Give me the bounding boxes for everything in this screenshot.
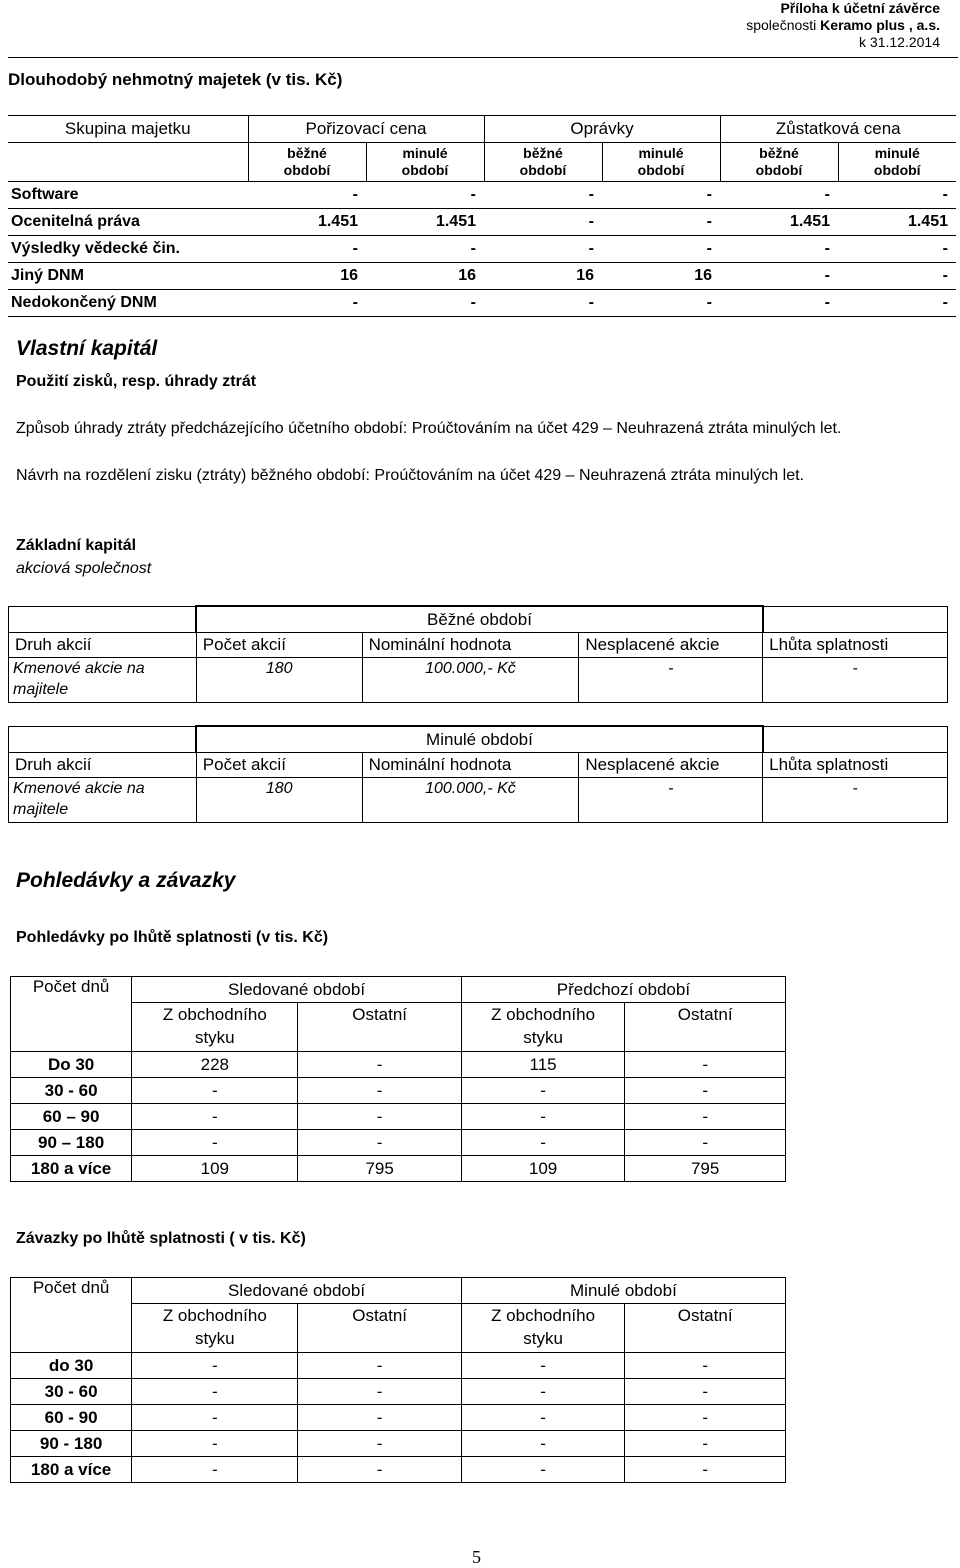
dnm-row-software: [8, 182, 956, 209]
header-company-prefix: společnosti: [746, 17, 821, 33]
dnm-sub-header-cell: minulé období: [838, 143, 956, 182]
shares-count-value: 180: [196, 778, 362, 823]
receivables-subheader: Ostatní: [298, 1003, 461, 1052]
shares-type-value: Kmenové akcie na majitele: [9, 778, 197, 823]
dnm-row-label: Ocenitelná práva: [8, 209, 248, 236]
dnm-cell: -: [602, 209, 720, 236]
receivables-cell: -: [625, 1130, 786, 1156]
receivables-days: Do 30: [11, 1052, 132, 1078]
shares-caption-spacer: [763, 726, 948, 753]
shares-caption-prior: Minulé období: [196, 726, 762, 753]
header-date: k 31.12.2014: [859, 34, 940, 50]
payables-cell: -: [461, 1353, 624, 1379]
shares-nominal-value: 100.000,- Kč: [362, 778, 579, 823]
shares-header-row: [9, 753, 948, 778]
dnm-cell: -: [602, 182, 720, 209]
header-line-2: [746, 17, 940, 34]
dnm-header-asset-group: Skupina majetku: [8, 116, 248, 143]
dnm-cell: -: [366, 236, 484, 263]
receivables-row: [11, 1130, 786, 1156]
dnm-cell: -: [602, 290, 720, 317]
shares-header-row: [9, 633, 948, 658]
payables-row: [11, 1457, 786, 1483]
payables-table: [10, 1277, 786, 1483]
dnm-cell: -: [720, 182, 838, 209]
payables-cell: -: [625, 1431, 786, 1457]
shares-unpaid-value: -: [579, 658, 763, 703]
payables-cell: -: [625, 1353, 786, 1379]
payables-cell: -: [298, 1431, 461, 1457]
shares-caption-spacer: [9, 606, 197, 633]
receivables-section-heading: Pohledávky a závazky: [16, 869, 236, 892]
shares-header-type: Druh akcií: [9, 753, 197, 778]
header-company-name: Keramo plus , a.s.: [820, 17, 940, 33]
shares-header-due: Lhůta splatnosti: [763, 633, 948, 658]
header-rule: [8, 57, 958, 58]
payables-cell: -: [461, 1405, 624, 1431]
dnm-cell: -: [720, 263, 838, 290]
dnm-row-label: Jiný DNM: [8, 263, 248, 290]
payables-cell: -: [298, 1379, 461, 1405]
dnm-cell: -: [838, 290, 956, 317]
payables-subheader: Ostatní: [625, 1304, 786, 1353]
dnm-row-label: Výsledky vědecké čin.: [8, 236, 248, 263]
shares-table-prior: [8, 725, 948, 823]
dnm-title: Dlouhodobý nehmotný majetek (v tis. Kč): [8, 70, 343, 89]
dnm-cell: 16: [366, 263, 484, 290]
payables-cell: -: [132, 1379, 298, 1405]
payables-cell: -: [298, 1457, 461, 1483]
payables-subheader: Z obchodního styku: [132, 1304, 298, 1353]
receivables-cell: -: [132, 1104, 298, 1130]
receivables-subheader: Z obchodního styku: [461, 1003, 624, 1052]
dnm-cell: 1.451: [838, 209, 956, 236]
payables-cell: -: [298, 1405, 461, 1431]
dnm-cell: 1.451: [720, 209, 838, 236]
payables-days: 30 - 60: [11, 1379, 132, 1405]
receivables-header-days: Počet dnů: [11, 977, 132, 1052]
shares-header-due: Lhůta splatnosti: [763, 753, 948, 778]
payables-cell: -: [625, 1457, 786, 1483]
receivables-subheader: Z obchodního styku: [132, 1003, 298, 1052]
dnm-sub-header-cell: běžné období: [248, 143, 366, 182]
receivables-cell: 109: [461, 1156, 624, 1182]
payables-days: do 30: [11, 1353, 132, 1379]
dnm-cell: -: [248, 236, 366, 263]
payables-header-row: [11, 1278, 786, 1304]
receivables-row: [11, 1052, 786, 1078]
dnm-sub-header-empty: [8, 143, 248, 182]
receivables-header-group1: Sledované období: [132, 977, 462, 1003]
dnm-sub-header-cell: běžné období: [720, 143, 838, 182]
payables-cell: -: [461, 1431, 624, 1457]
receivables-cell: -: [132, 1130, 298, 1156]
capital-heading: Základní kapitál: [16, 537, 137, 554]
receivables-subheader: Ostatní: [625, 1003, 786, 1052]
shares-table-current: [8, 605, 948, 703]
receivables-cell: -: [625, 1104, 786, 1130]
dnm-cell: -: [484, 209, 602, 236]
dnm-cell: 16: [484, 263, 602, 290]
shares-header-unpaid: Nesplacené akcie: [579, 753, 763, 778]
payables-days: 180 a více: [11, 1457, 132, 1483]
dnm-cell: -: [366, 290, 484, 317]
dnm-row-valuable-rights: [8, 209, 956, 236]
payables-cell: -: [625, 1405, 786, 1431]
receivables-cell: -: [461, 1130, 624, 1156]
page-number: 5: [472, 1547, 481, 1567]
dnm-cell: 16: [602, 263, 720, 290]
dnm-row-label: Nedokončený DNM: [8, 290, 248, 317]
shares-header-count: Počet akcií: [196, 633, 362, 658]
dnm-cell: -: [248, 182, 366, 209]
payables-subheader: Ostatní: [298, 1304, 461, 1353]
dnm-cell: -: [720, 236, 838, 263]
receivables-cell: -: [298, 1130, 461, 1156]
receivables-header-row: [11, 977, 786, 1003]
receivables-days: 30 - 60: [11, 1078, 132, 1104]
receivables-cell: -: [625, 1052, 786, 1078]
dnm-sub-header-cell: minulé období: [366, 143, 484, 182]
receivables-days: 60 – 90: [11, 1104, 132, 1130]
shares-caption-row: [9, 606, 948, 633]
payables-days: 60 - 90: [11, 1405, 132, 1431]
payables-row: [11, 1353, 786, 1379]
shares-header-nominal: Nominální hodnota: [362, 633, 579, 658]
payables-cell: -: [625, 1379, 786, 1405]
receivables-cell: -: [298, 1078, 461, 1104]
shares-caption-spacer: [763, 606, 948, 633]
receivables-cell: 795: [298, 1156, 461, 1182]
dnm-cell: -: [484, 290, 602, 317]
receivables-cell: -: [461, 1104, 624, 1130]
dnm-row-research-results: [8, 236, 956, 263]
capital-type: akciová společnost: [16, 560, 152, 577]
dnm-row-label: Software: [8, 182, 248, 209]
equity-paragraph-loss-coverage: Způsob úhrady ztráty předcházejícího účetního období: Proúčtováním na účet 429 – Neuhrazená ztráta minulých let.: [16, 420, 842, 437]
payables-header-days: Počet dnů: [11, 1278, 132, 1353]
receivables-cell: 115: [461, 1052, 624, 1078]
shares-unpaid-value: -: [579, 778, 763, 823]
dnm-cell: -: [838, 236, 956, 263]
receivables-cell: 228: [132, 1052, 298, 1078]
header-line-1: Příloha k účetní závěrce: [780, 0, 940, 16]
dnm-header-depreciation: Oprávky: [484, 116, 720, 143]
shares-nominal-value: 100.000,- Kč: [362, 658, 579, 703]
dnm-cell: -: [484, 236, 602, 263]
payables-header-group2: Minulé období: [461, 1278, 785, 1304]
shares-type-value: Kmenové akcie na majitele: [9, 658, 197, 703]
dnm-header-acquisition-cost: Pořizovací cena: [248, 116, 484, 143]
shares-header-nominal: Nominální hodnota: [362, 753, 579, 778]
receivables-row: [11, 1104, 786, 1130]
payables-row: [11, 1379, 786, 1405]
shares-count-value: 180: [196, 658, 362, 703]
payables-title: Závazky po lhůtě splatnosti ( v tis. Kč): [16, 1230, 306, 1247]
payables-cell: -: [132, 1405, 298, 1431]
dnm-cell: 1.451: [366, 209, 484, 236]
equity-heading: Vlastní kapitál: [16, 337, 158, 360]
payables-header-group1: Sledované období: [132, 1278, 462, 1304]
receivables-days: 180 a více: [11, 1156, 132, 1182]
dnm-cell: -: [366, 182, 484, 209]
dnm-cell: 1.451: [248, 209, 366, 236]
shares-value-row: [9, 778, 948, 823]
receivables-cell: 795: [625, 1156, 786, 1182]
receivables-header-group2: Předchozí období: [461, 977, 785, 1003]
payables-cell: -: [461, 1457, 624, 1483]
receivables-row: [11, 1156, 786, 1182]
dnm-cell: 16: [248, 263, 366, 290]
receivables-cell: 109: [132, 1156, 298, 1182]
payables-days: 90 - 180: [11, 1431, 132, 1457]
receivables-cell: -: [298, 1052, 461, 1078]
dnm-table: [8, 115, 956, 317]
shares-due-value: -: [763, 658, 948, 703]
receivables-days: 90 – 180: [11, 1130, 132, 1156]
equity-paragraph-profit-distribution: Návrh na rozdělení zisku (ztráty) běžného období: Proúčtováním na účet 429 – Neuhrazená ztráta minulých let.: [16, 467, 804, 484]
dnm-row-unfinished: [8, 290, 956, 317]
receivables-row: [11, 1078, 786, 1104]
payables-row: [11, 1405, 786, 1431]
shares-due-value: -: [763, 778, 948, 823]
shares-caption-spacer: [9, 726, 197, 753]
dnm-header-residual-value: Zůstatková cena: [720, 116, 956, 143]
dnm-sub-header-cell: minulé období: [602, 143, 720, 182]
payables-subheader: Z obchodního styku: [461, 1304, 624, 1353]
page-header: [746, 0, 940, 51]
dnm-cell: -: [602, 236, 720, 263]
receivables-cell: -: [625, 1078, 786, 1104]
receivables-cell: -: [132, 1078, 298, 1104]
shares-header-type: Druh akcií: [9, 633, 197, 658]
dnm-cell: -: [838, 263, 956, 290]
dnm-cell: -: [720, 290, 838, 317]
equity-subheading: Použití zisků, resp. úhrady ztrát: [16, 373, 257, 390]
receivables-cell: -: [461, 1078, 624, 1104]
payables-cell: -: [132, 1431, 298, 1457]
dnm-cell: -: [838, 182, 956, 209]
dnm-group-header-row: [8, 116, 956, 143]
receivables-table: [10, 976, 786, 1182]
payables-cell: -: [298, 1353, 461, 1379]
payables-cell: -: [132, 1353, 298, 1379]
shares-caption-current: Běžné období: [196, 606, 762, 633]
receivables-cell: -: [298, 1104, 461, 1130]
dnm-sub-header-row: [8, 143, 956, 182]
shares-value-row: [9, 658, 948, 703]
dnm-sub-header-cell: běžné období: [484, 143, 602, 182]
dnm-cell: -: [484, 182, 602, 209]
payables-row: [11, 1431, 786, 1457]
shares-header-unpaid: Nesplacené akcie: [579, 633, 763, 658]
shares-caption-row: [9, 726, 948, 753]
payables-cell: -: [132, 1457, 298, 1483]
receivables-title: Pohledávky po lhůtě splatnosti (v tis. Kč): [16, 929, 329, 946]
dnm-cell: -: [248, 290, 366, 317]
shares-header-count: Počet akcií: [196, 753, 362, 778]
payables-cell: -: [461, 1379, 624, 1405]
dnm-row-other: [8, 263, 956, 290]
